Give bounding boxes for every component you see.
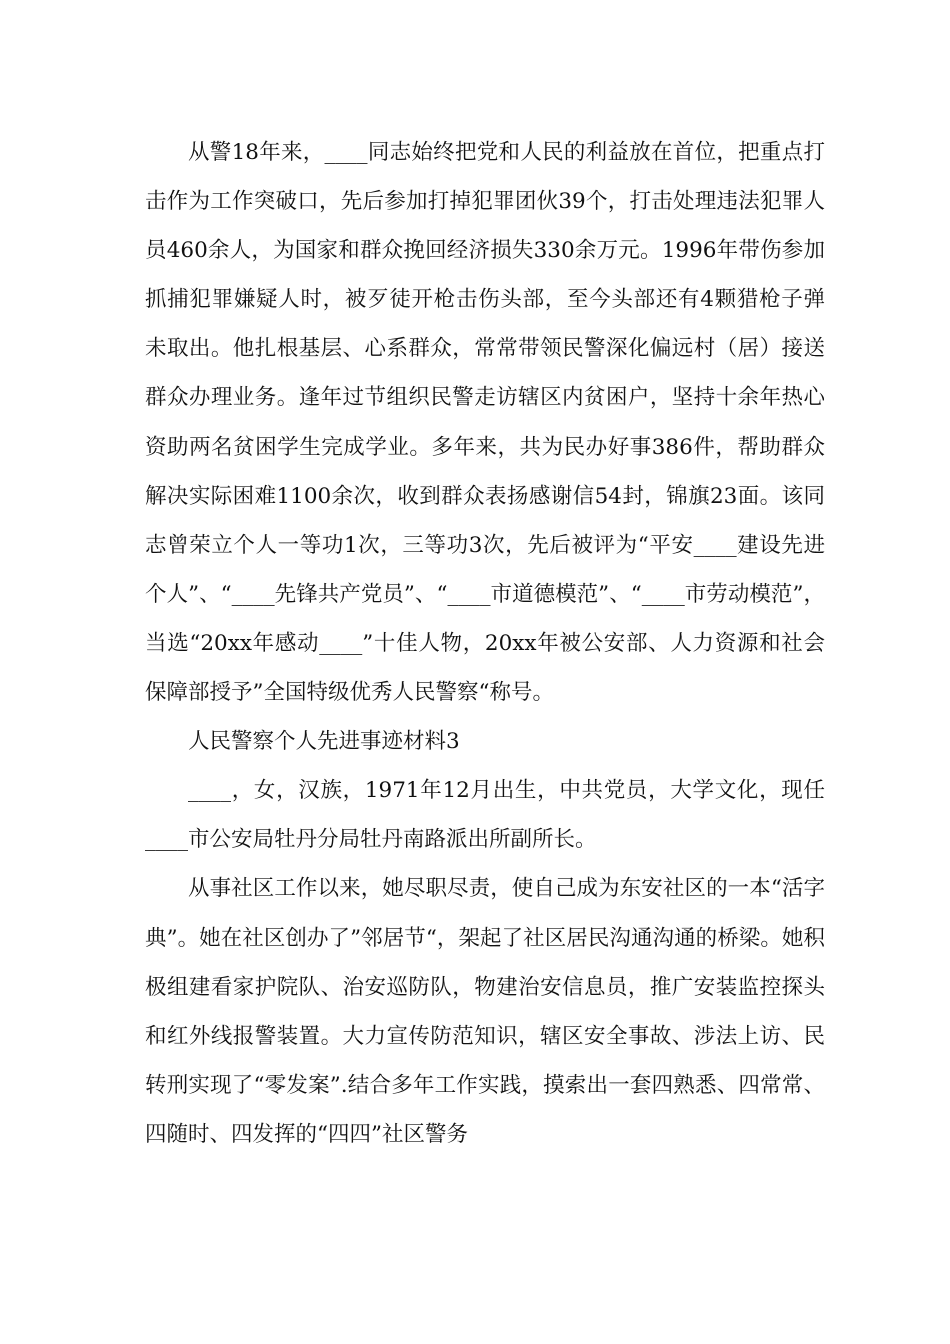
paragraph-personal-profile: ____，女，汉族，1971年12月出生，中共党员，大学文化，现任____市公安局牡丹分局牡丹南路派出所副所长。 — [145, 778, 825, 853]
paragraph-police-service-record: 从警18年来，____同志始终把党和人民的利益放在首位，把重点打击作为工作突破口，先后参加打掉犯罪团伙39个，打击处理违法犯罪人员460余人，为国家和群众挽回经济损失330余万元。1996年带伤参加抓捕犯罪嫌疑人时，被歹徒开枪击伤头部，至今头部还有4颗猎枪子弹未取出。他扎根基层、心系群众，常常带领民警深化偏远村（居）接送群众办理业务。逢年过节组织民警走访辖区内贫困户，坚持十余年热心资助两名贫困学生完成学业。多年来，共为民办好事386件，帮助群众解决实际困难1100余次，收到群众表扬感谢信54封，锦旗23面。该同志曾荣立个人一等功1次，三等功3次，先后被评为“平安____建设先进个人”、“____先锋共产党员”、“____市道德模范”、“____市劳动模范”，当选“20xx年感动____”十佳人物，20xx年被公安部、人力资源和社会保障部授予”全国特级优秀人民警察“称号。 — [145, 140, 825, 706]
document-body — [145, 128, 825, 1159]
paragraph-community-work: 从事社区工作以来，她尽职尽责，使自己成为东安社区的一本“活字典”。她在社区创办了”邻居节“，架起了社区居民沟通沟通的桥梁。她积极组建看家护院队、治安巡防队，物建治安信息员，推广安装监控探头和红外线报警装置。大力宣传防范知识，辖区安全事故、涉法上访、民转刑实现了“零发案”.结合多年工作实践，摸索出一套四熟悉、四常常、四随时、四发挥的“四四”社区警务 — [145, 876, 825, 1147]
section-heading: 人民警察个人先进事迹材料3 — [188, 729, 460, 755]
